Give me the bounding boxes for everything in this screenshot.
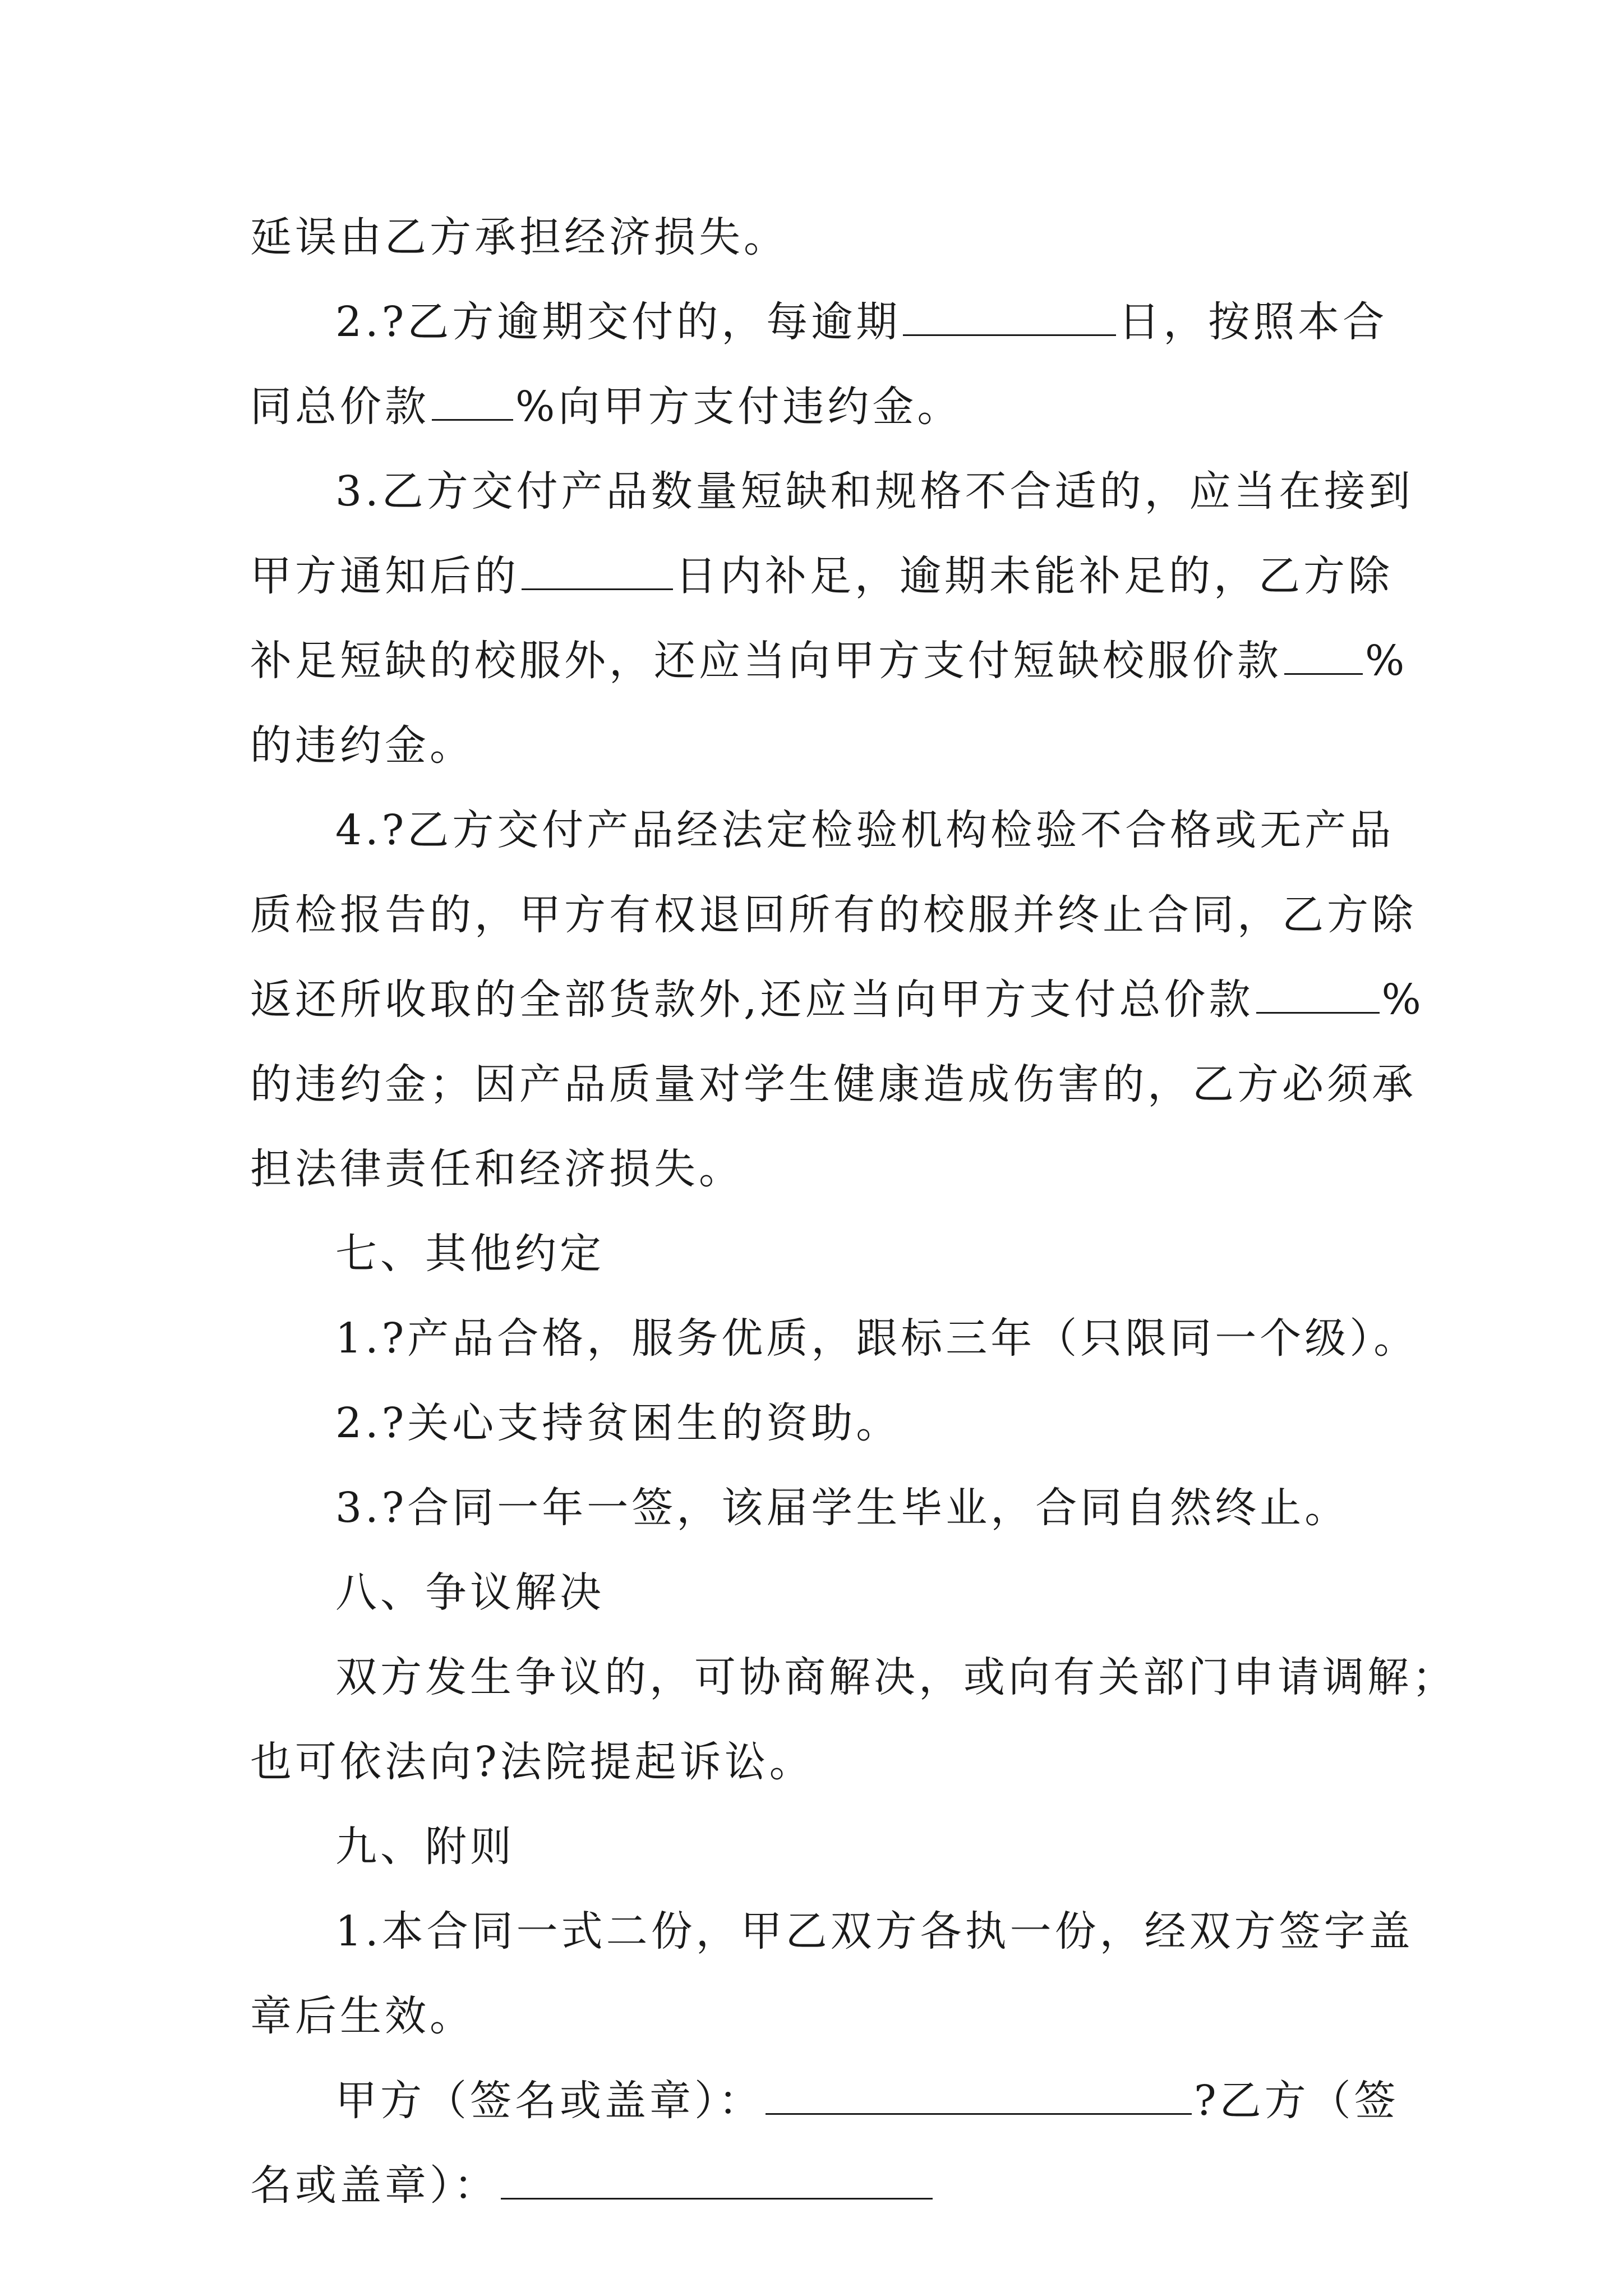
paragraph-line: 1.本合同一式二份，甲乙双方各执一份，经双方签字盖 [335, 1907, 1414, 1955]
line-text: 返还所收取的全部货款外,还应当向甲方支付总价款 [250, 976, 1254, 1024]
section-heading: 七、其他约定 [335, 1230, 605, 1278]
line-text: % [1381, 976, 1424, 1024]
signature-blank-party-a[interactable] [766, 2075, 1192, 2115]
section-heading: 八、争议解决 [335, 1568, 605, 1617]
paragraph-line: 2.?关心支持贫困生的资助。 [335, 1399, 901, 1447]
paragraph-line: 质检报告的，甲方有权退回所有的校服并终止合同，乙方除 [250, 891, 1417, 939]
fill-blank-make-up-days[interactable] [522, 550, 673, 590]
paragraph-line: 担法律责任和经济损失。 [250, 1145, 744, 1193]
section-heading: 九、附则 [335, 1823, 515, 1871]
line-text: % [1365, 637, 1408, 685]
paragraph-line [250, 280, 1394, 365]
line-text: 2.?乙方逾期交付的，每逾期 [335, 298, 901, 346]
paragraph-line [250, 619, 1408, 703]
fill-blank-shortage-percent[interactable] [1284, 635, 1363, 675]
fill-blank-quality-percent[interactable] [1256, 974, 1380, 1014]
line-text: 补足短缺的校服外，还应当向甲方支付短缺校服价款 [250, 637, 1282, 685]
signature-line-party-a [250, 2059, 1399, 2143]
paragraph-line: 1.?产品合格，服务优质，跟标三年（只限同一个级）。 [335, 1314, 1419, 1363]
paragraph-line [250, 958, 1424, 1042]
line-text: 同总价款 [250, 383, 430, 431]
paragraph-line: 双方发生争议的，可协商解决，或向有关部门申请调解； [335, 1653, 1457, 1701]
line-text: ?乙方（签 [1194, 2077, 1399, 2125]
paragraph-line: 的违约金。 [250, 721, 474, 770]
line-text: 日，按照本合 [1118, 298, 1388, 346]
paragraph-line [250, 534, 1394, 619]
line-text: 名或盖章）： [250, 2161, 499, 2210]
document-body [250, 195, 1457, 2228]
paragraph-line: 3.?合同一年一签，该届学生毕业，合同自然终止。 [335, 1484, 1350, 1532]
signature-line-party-b [250, 2143, 1394, 2228]
paragraph-line: 章后生效。 [250, 1992, 474, 2040]
paragraph-line: 也可依法向?法院提起诉讼。 [250, 1738, 814, 1786]
line-text: %向甲方支付违约金。 [515, 383, 962, 431]
fill-blank-penalty-percent[interactable] [432, 381, 513, 421]
line-text: 甲方（签名或盖章）： [335, 2077, 763, 2125]
paragraph-line: 延误由乙方承担经济损失。 [250, 213, 789, 261]
paragraph-line: 的违约金；因产品质量对学生健康造成伤害的，乙方必须承 [250, 1060, 1417, 1108]
line-text: 日内补足，逾期未能补足的，乙方除 [675, 552, 1393, 600]
fill-blank-overdue-days[interactable] [903, 296, 1116, 336]
signature-blank-party-b[interactable] [501, 2160, 933, 2200]
line-text: 甲方通知后的 [250, 552, 519, 600]
paragraph-line: 3.乙方交付产品数量短缺和规格不合适的，应当在接到 [335, 467, 1414, 516]
paragraph-line: 4.?乙方交付产品经法定检验机构检验不合格或无产品 [335, 806, 1395, 854]
paragraph-line [250, 365, 1394, 449]
